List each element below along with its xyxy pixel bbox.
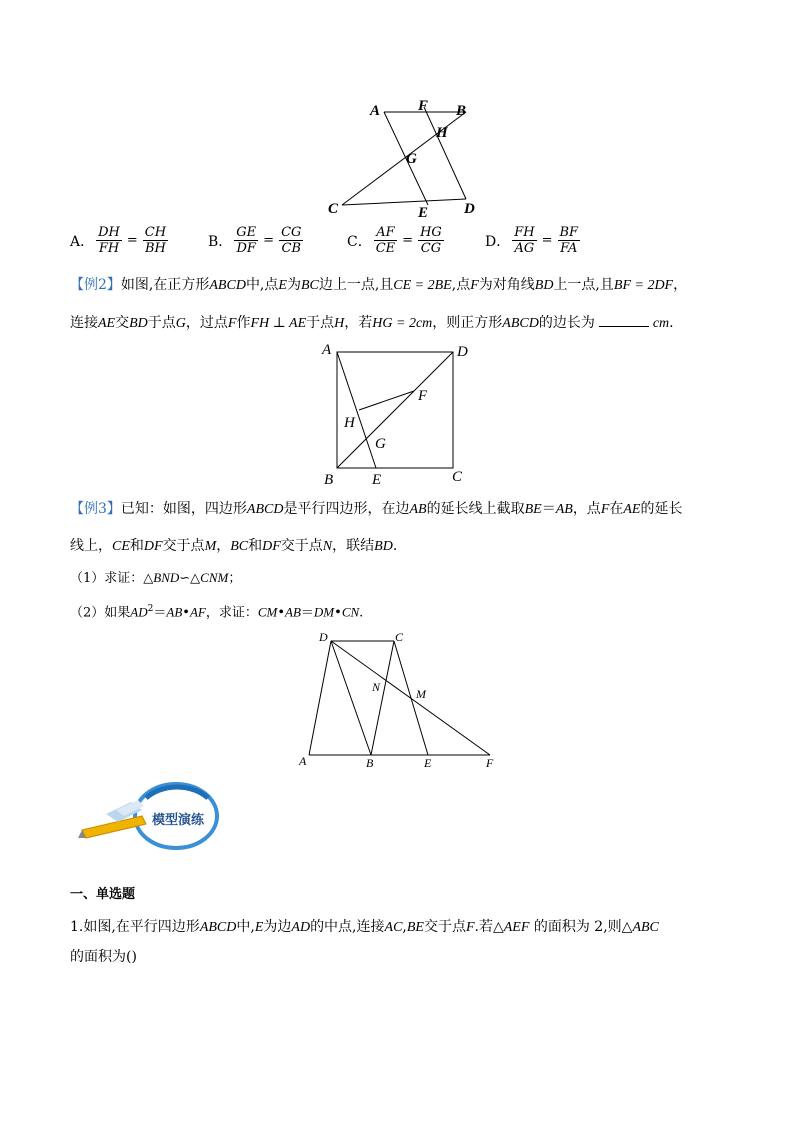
option-b: [208, 225, 305, 256]
fraction: $\frac{AF}{CE}$: [375, 225, 396, 256]
example-3-line-2: 线上，CE和DF交于点M，BC和DF交于点N，联结BD.: [70, 538, 398, 554]
fig2-label-F: F: [418, 388, 428, 404]
option-d: [485, 225, 582, 256]
fraction: $\frac{CH}{BH}$: [144, 225, 167, 256]
option-c: [347, 225, 446, 256]
answer-blank[interactable]: [599, 314, 649, 327]
problem-1-line-2: 的面积为(): [70, 949, 137, 965]
fig3-label-M: M: [416, 687, 426, 701]
example-2-line-1: 【例2】如图,在正方形ABCD中,点E为BC边上一点,且CE = 2BE,点F为对角线BD上一点,且BF = 2DF，: [70, 277, 688, 293]
problem-1-line-1: 1.如图,在平行四边形ABCD中,E为边AD的中点,连接AC,BE交于点F.若△AEF 的面积为 2,则△ABC: [70, 919, 659, 935]
example-3-question-2: （2）如果$AD^2=AB•AF$，求证：CM•AB＝DM•CN.: [70, 604, 364, 621]
fig2-label-H: H: [344, 415, 355, 431]
example-tag: 【例2】: [70, 277, 121, 293]
option-letter: C．: [347, 233, 372, 250]
fig3-label-D: D: [319, 630, 328, 644]
example-2-line-2: 连接AE交BD于点G，过点F作FH ⊥ AE于点H，若HG = 2cm，则正方形ABCD的边长为 cm.: [70, 315, 674, 331]
equals-sign: =: [402, 233, 414, 248]
section-title: 一、单选题: [70, 887, 136, 902]
example-3-line-1: 【例3】已知：如图，四边形ABCD是平行四边形，在边AB的延长线上截取BE＝AB，点F在AE的延长: [70, 501, 683, 517]
model-practice-badge: [76, 778, 226, 853]
fig1-label-A: A: [370, 103, 381, 119]
fraction: $\frac{GE}{DF}$: [236, 225, 257, 256]
fig1-label-G: G: [406, 151, 417, 167]
fraction: $\frac{DH}{FH}$: [98, 225, 120, 256]
option-letter: D．: [485, 233, 511, 250]
fraction: $\frac{BF}{FA}$: [559, 225, 579, 256]
badge-text: 模型演练: [152, 813, 205, 828]
fig1-label-D: D: [464, 201, 475, 217]
equals-sign: =: [263, 233, 275, 248]
fig3-label-E: E: [424, 756, 432, 770]
fig1-label-B: B: [456, 103, 467, 119]
fig3-label-C: C: [395, 630, 404, 644]
fig2-label-G: G: [375, 436, 386, 452]
option-letter: A．: [70, 233, 95, 250]
fig3-label-F: F: [486, 756, 494, 770]
figure-1-parallelogram: [320, 95, 490, 220]
figure-2-square: [315, 338, 475, 490]
fig1-label-F: F: [418, 98, 429, 114]
figure-3-parallelogram: [294, 625, 504, 775]
fig3-label-A: A: [299, 754, 307, 768]
fig2-label-D: D: [457, 344, 468, 360]
fig3-label-N: N: [372, 680, 381, 694]
example-tag: 【例3】: [70, 501, 121, 517]
fig2-label-A: A: [322, 342, 332, 358]
fig1-label-C: C: [328, 201, 339, 217]
fig2-label-B: B: [324, 472, 334, 488]
fraction: $\frac{HG}{CG}$: [420, 225, 442, 256]
fig1-label-E: E: [418, 205, 429, 220]
example-3-question-1: （1）求证：△BND∽△CNM；: [70, 570, 242, 586]
fraction: $\frac{FH}{AG}$: [514, 225, 535, 256]
fig3-label-B: B: [366, 756, 374, 770]
fig2-label-C: C: [452, 469, 463, 485]
option-letter: B．: [208, 233, 233, 250]
fraction: $\frac{CG}{CB}$: [281, 225, 302, 256]
option-a: [70, 225, 170, 256]
equals-sign: =: [541, 233, 553, 248]
equals-sign: =: [126, 233, 138, 248]
fig1-label-H: H: [436, 125, 448, 141]
fig2-label-E: E: [372, 472, 382, 488]
